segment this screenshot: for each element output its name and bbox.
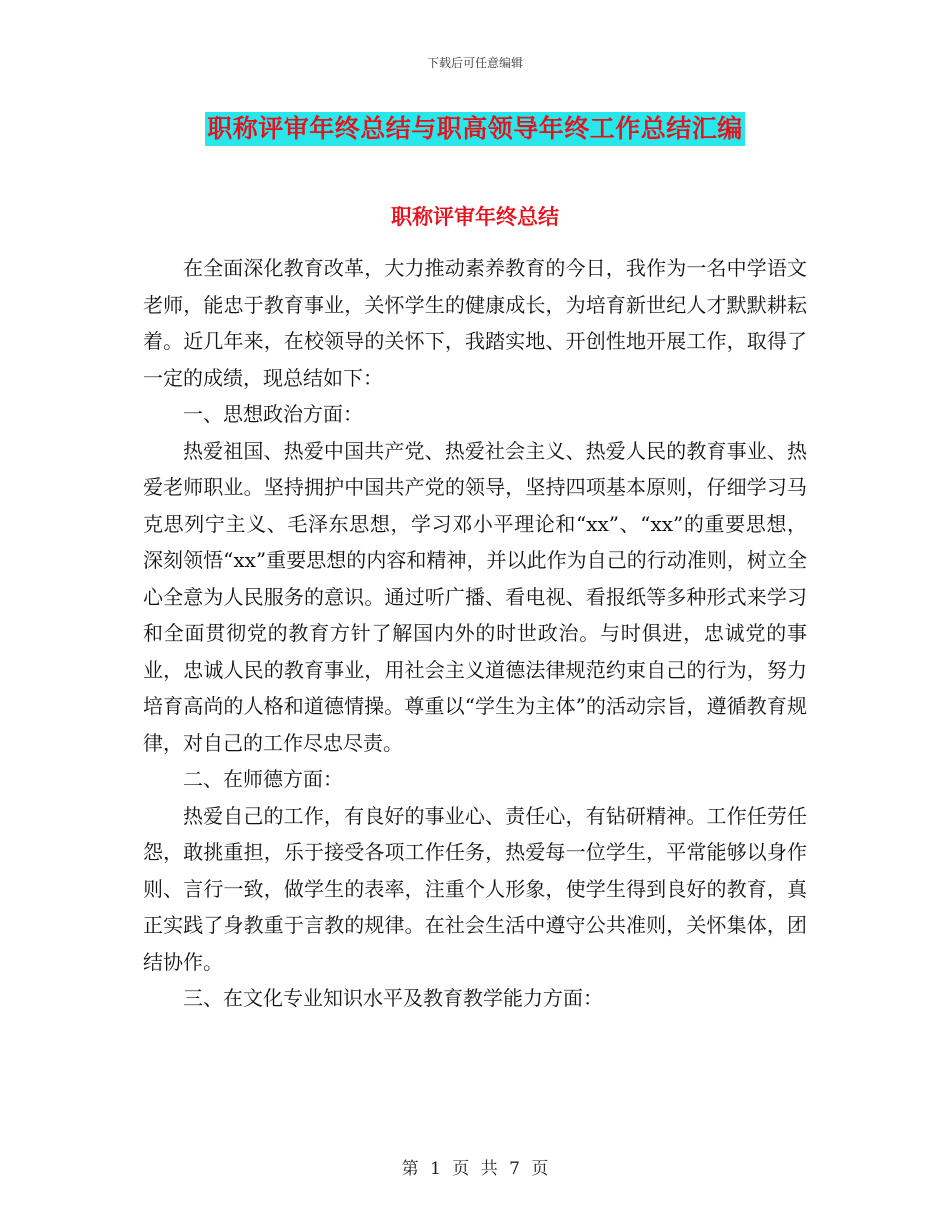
heading-professional-knowledge: 三、在文化专业知识水平及教育教学能力方面： [183,986,603,1010]
heading-teacher-ethics: 二、在师德方面： [183,767,343,791]
heading-ideology-politics: 一、思想政治方面： [183,402,363,426]
document-title-text: 职称评审年终总结与职高领导年终工作总结汇编 [205,112,745,146]
header-note: 下载后可任意编辑 [426,56,523,70]
document-body [143,250,807,1017]
section-title: 职称评审年终总结 [391,204,559,229]
paragraph-intro: 在全面深化教育改革，大力推动素养教育的今日，我作为一名中学语文老师，能忠于教育事业，关怀学生的健康成长，为培育新世纪人才默默耕耘着。近几年来，在校领导的关怀下，我踏实地、开创性地开展工作，取得了一定的成绩，现总结如下： [143,256,807,390]
paragraph-ideology-politics: 热爱祖国、热爱中国共产党、热爱社会主义、热爱人民的教育事业、热爱老师职业。坚持拥护中国共产党的领导，坚持四项基本原则，仔细学习马克思列宁主义、毛泽东思想，学习邓小平理论和“xx”、“xx”的重要思想，深刻领悟“xx”重要思想的内容和精神，并以此作为自己的行动准则，树立全心全意为人民服务的意识。通过听广播、看电视、看报纸等多种形式来学习和全面贯彻党的教育方针了解国内外的时世政治。与时俱进，忠诚党的事业，忠诚人民的教育事业，用社会主义道德法律规范约束自己的行为，努力培育高尚的人格和道德情操。尊重以“学生为主体”的活动宗旨，遵循教育规律，对自己的工作尽忠尽责。 [143,438,807,755]
page-number-footer: 第 1 页 共 7 页 [401,1159,549,1179]
paragraph-teacher-ethics: 热爱自己的工作，有良好的事业心、责任心，有钻研精神。工作任劳任怨，敢挑重担，乐于接受各项工作任务，热爱每一位学生，平常能够以身作则、言行一致，做学生的表率，注重个人形象，使学生得到良好的教育，真正实践了身教重于言教的规律。在社会生活中遵守公共准则，关怀集体，团结协作。 [143,803,807,974]
document-title [0,112,950,146]
